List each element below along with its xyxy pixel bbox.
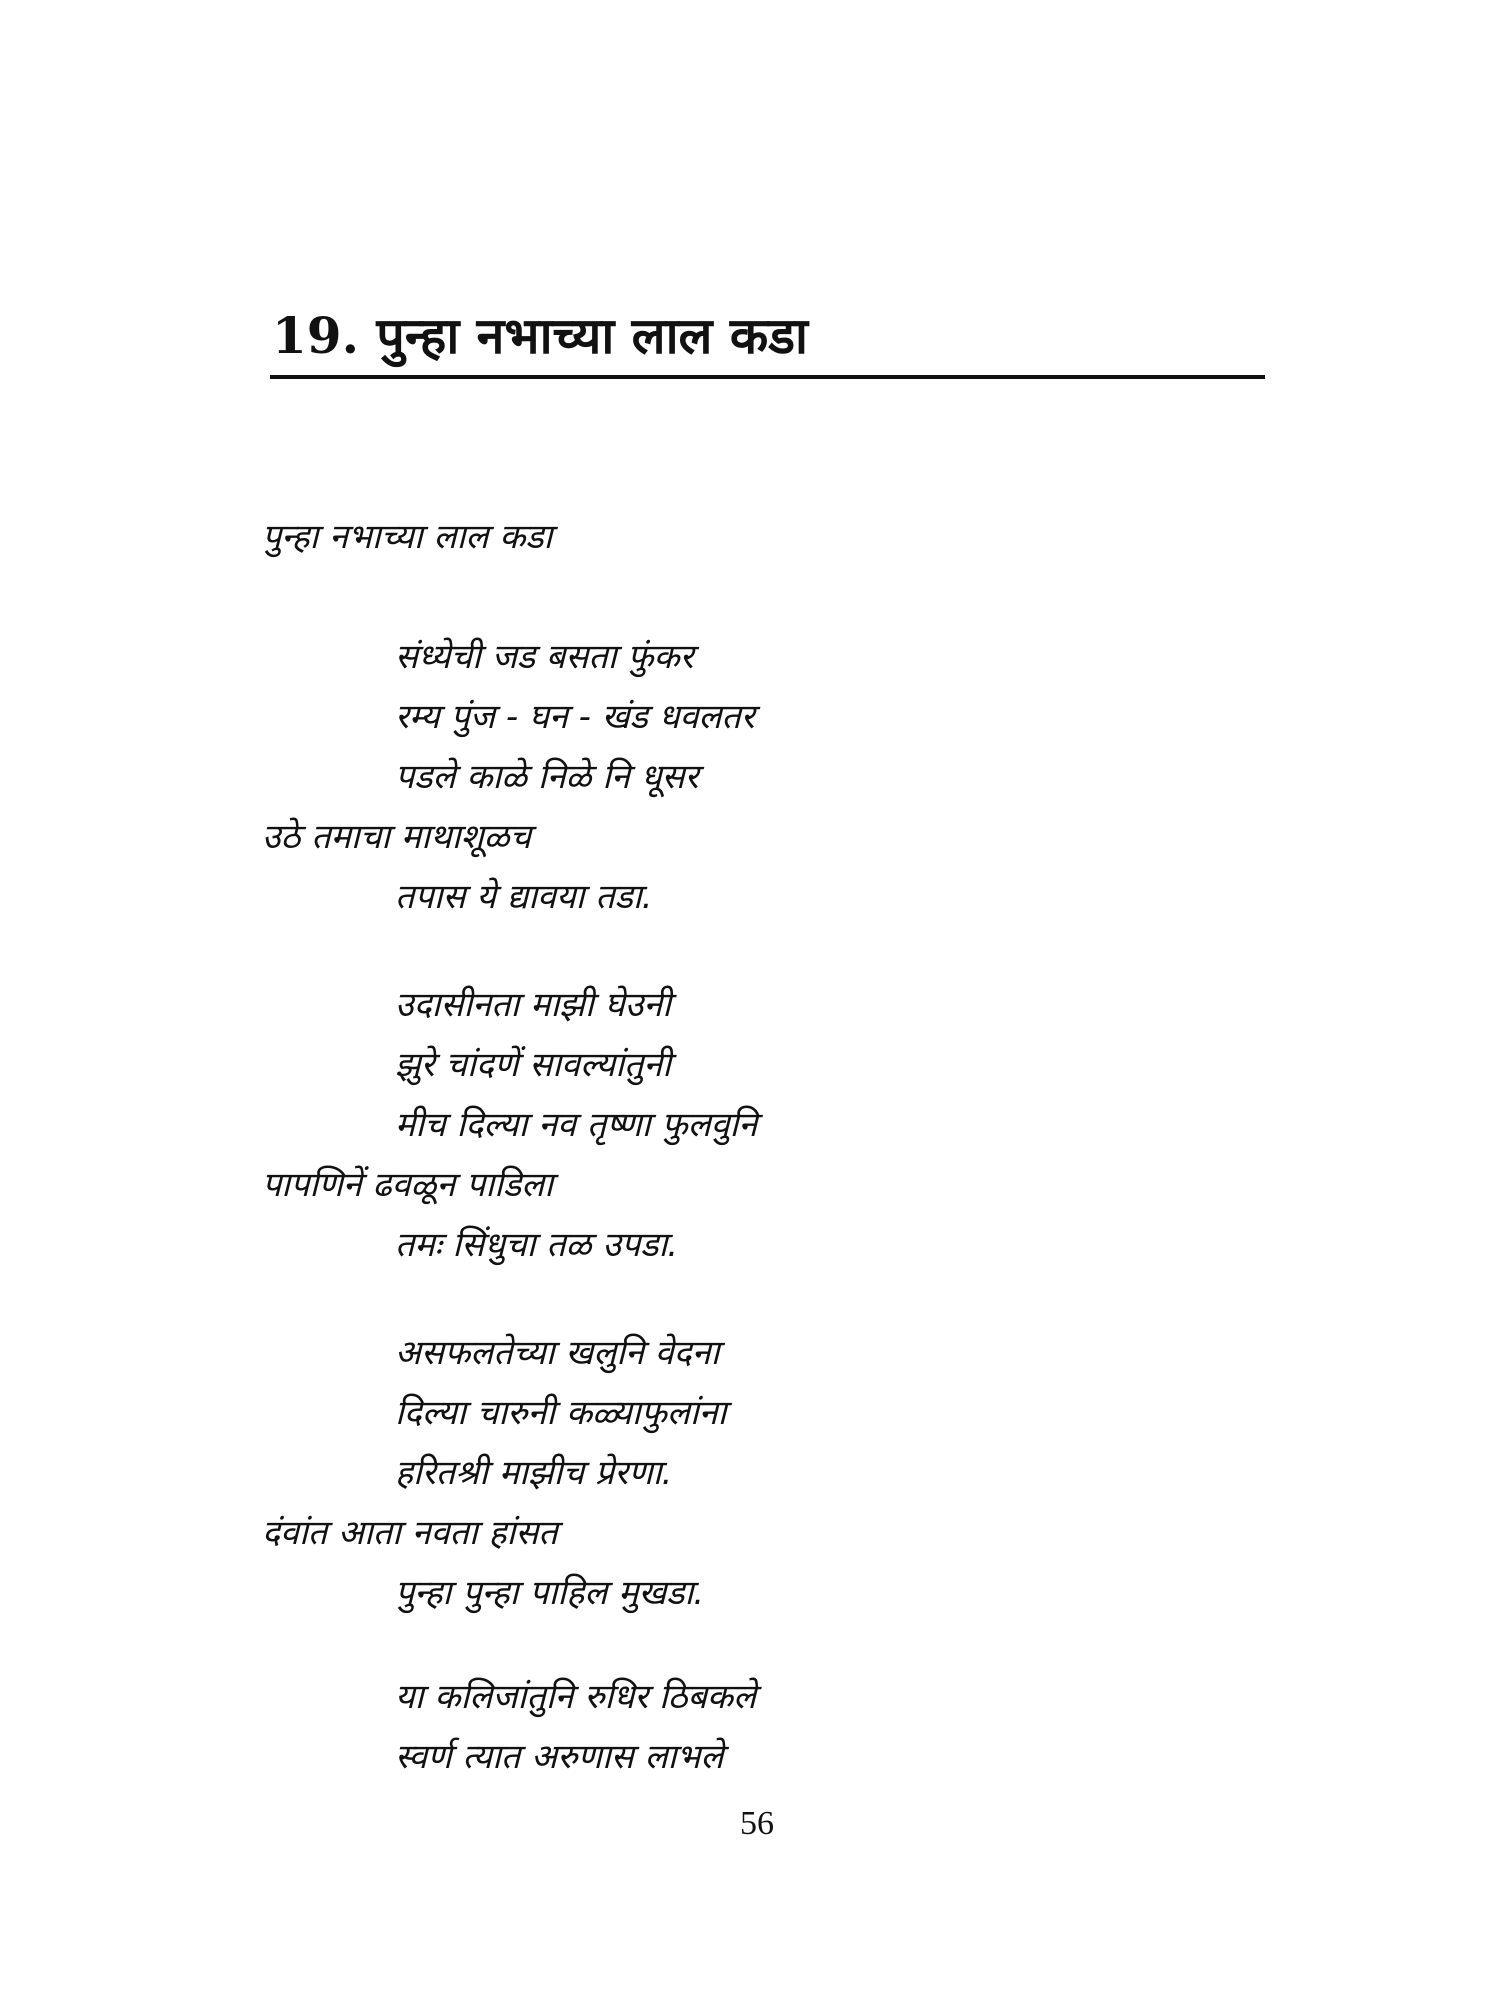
poem-line: असफलतेच्या खलुनि वेदना <box>395 1333 720 1373</box>
poem-line: उठे तमाचा माथाशूळच <box>262 817 532 857</box>
poem-line: पुन्हा पुन्हा पाहिल मुखडा. <box>395 1573 705 1613</box>
poem-line: हरितश्री माझीच प्रेरणा. <box>395 1453 673 1493</box>
poem-line: तमः सिंधुचा तळ उपडा. <box>395 1225 679 1265</box>
poem-line: उदासीनता माझी घेउनी <box>395 985 672 1025</box>
chapter-heading <box>272 300 808 368</box>
poem-line: दिल्या चारुनी कळ्याफुलांना <box>395 1393 727 1433</box>
poem-line: स्वर्ण त्यात अरुणास लाभले <box>395 1737 724 1777</box>
poem-line: पुन्हा नभाच्या लाल कडा <box>262 517 553 557</box>
poem-line: मीच दिल्या नव तृष्णा फुलवुनि <box>395 1105 758 1145</box>
poem-line: रम्य पुंज - घन - खंड धवलतर <box>395 697 755 737</box>
page-number: 56 <box>740 1805 774 1842</box>
poem-line: पापणिनें ढवळून पाडिला <box>262 1165 554 1205</box>
poem-line: दंवांत आता नवता हांसत <box>262 1513 558 1553</box>
poem-line: पडले काळे निळे नि धूसर <box>395 757 699 797</box>
chapter-title: पुन्हा नभाच्या लाल कडा <box>376 306 808 365</box>
poem-line: या कलिजांतुनि रुधिर ठिबकले <box>395 1677 757 1717</box>
chapter-number: 19. <box>272 306 359 365</box>
poem-line: संध्येची जड बसता फुंकर <box>395 637 694 677</box>
poem-line: झुरे चांदणें सावल्यांतुनी <box>395 1045 672 1085</box>
poem-line: तपास ये द्यावया तडा. <box>395 877 653 917</box>
heading-underline <box>270 375 1265 379</box>
